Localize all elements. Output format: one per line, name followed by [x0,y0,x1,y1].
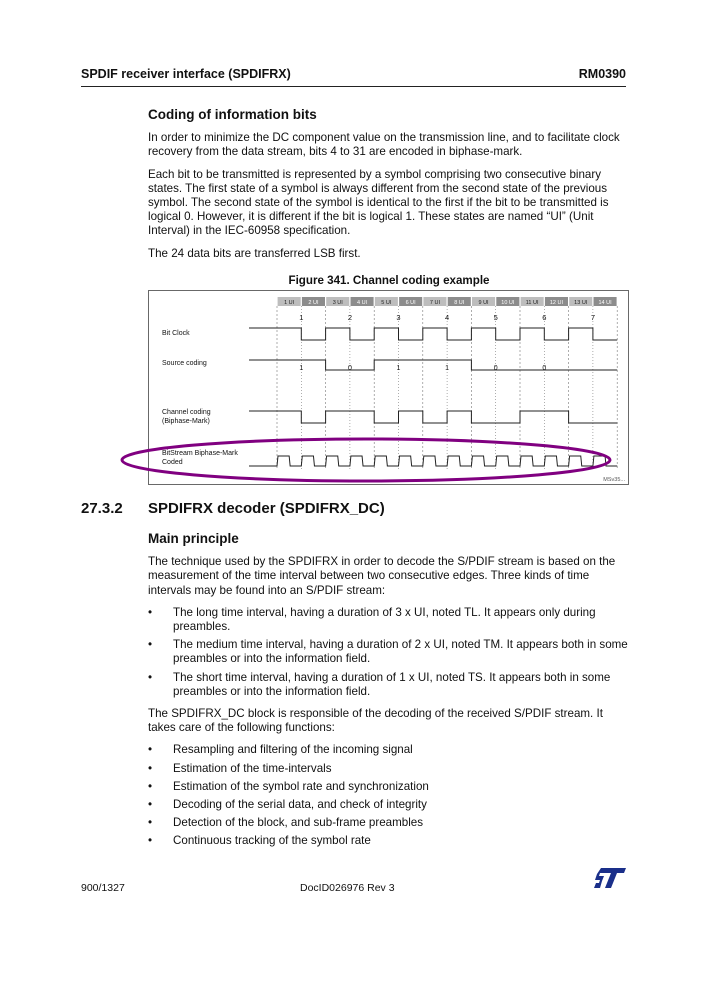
ui-label: 3 UI [332,300,343,306]
row-label-bitstream: BitStream Biphase-Mark [162,450,238,457]
main-principle-title: Main principle [148,531,239,546]
ui-label: 14 UI [598,300,612,306]
row-label-channel-coding-sub: (Biphase-Mark) [162,418,210,425]
list-item: • Estimation of the symbol rate and synchronization [148,780,630,794]
source-bit-value: 0 [542,365,547,372]
bit-number: 1 [299,313,304,322]
coding-section [148,108,630,269]
section-number: 27.3.2 [81,500,123,517]
bit-number: 6 [542,313,547,322]
list-item: • Detection of the block, and sub-frame preambles [148,816,630,830]
source-bit-value: 0 [493,365,498,372]
function-list [148,743,630,848]
bit-number: 4 [445,313,450,322]
ui-label: 4 UI [357,300,368,306]
coding-paragraph-2: Each bit to be transmitted is represented by a symbol comprising two consecutive binary states. The first state of a symbol is always different from the second state of the previous symbol. The second state of the symbol is identical to the first if the bit to be transmitted is logical 0. However, it is different if the bit is logical 1. These states are named “UI” (Unit Interval) in the IEC-60958 specification. [148,167,609,238]
source-bit-value: 0 [347,365,352,372]
main-principle-section [148,532,630,857]
section-title: SPDIFRX decoder (SPDIFRX_DC) [148,500,385,517]
coding-paragraph-1: In order to minimize the DC component value on the transmission line, and to facilitate clock recovery from the data stream, bits 4 to 31 are encoded in biphase-mark. [148,131,620,159]
channel-coding-figure [148,290,629,485]
list-item: • The medium time interval, having a duration of 2 x UI, noted TM. It appears both in some preambles or into the information field. [148,638,630,666]
ui-label: 11 UI [525,300,539,306]
list-item: • Decoding of the serial data, and check of integrity [148,798,630,812]
channel-coding-diagram [148,290,629,485]
coding-paragraph-3: The 24 data bits are transferred LSB first. [148,246,361,260]
ui-label: 7 UI [429,300,440,306]
source-coding-waveform [249,360,617,370]
figure-corner-id: MSv35... [603,477,625,483]
ui-label: 12 UI [549,300,564,306]
list-item: • The short time interval, having a duration of 1 x UI, noted TS. It appears both in some preambles or into the information field. [148,671,630,699]
row-label-channel-coding: Channel coding [162,409,211,416]
row-label-bitstream-sub: Coded [162,459,183,466]
bit-number: 5 [493,313,498,322]
source-bit-value: 1 [445,365,450,372]
list-item: • The long time interval, having a duration of 3 x UI, noted TL. It appears only during preambles. [148,606,630,634]
st-logo-icon [593,866,627,890]
bit-clock-waveform [249,328,617,340]
ui-label: 5 UI [381,300,392,306]
footer-page-number: 900/1327 [81,882,125,894]
main-paragraph-1: The technique used by the SPDIFRX in order to decode the S/PDIF stream is based on the measurement of the time interval between two consecutive edges. Three kinds of time intervals may be found into an S/PDIF stream: [148,555,616,597]
footer-doc-id: DocID026976 Rev 3 [300,882,395,894]
list-item: • Estimation of the time-intervals [148,762,630,776]
channel-coding-waveform [249,411,617,423]
main-paragraph-2: The SPDIFRX_DC block is responsible of the decoding of the received S/PDIF stream. It takes care of the following functions: [148,707,603,735]
list-item: • Continuous tracking of the symbol rate [148,834,630,848]
time-interval-list [148,606,630,699]
row-label-source-coding: Source coding [162,360,207,367]
coding-title: Coding of information bits [148,107,317,122]
bit-number: 7 [590,313,595,322]
source-bit-value: 1 [299,365,304,372]
header-rule [81,86,626,87]
list-item: • Resampling and filtering of the incoming signal [148,743,630,757]
figure-title: Figure 341. Channel coding example [288,274,490,287]
ui-label: 2 UI [308,300,319,306]
bit-number: 3 [396,313,401,322]
ui-label: 13 UI [574,300,588,306]
source-bit-value: 1 [396,365,401,372]
ui-label: 6 UI [405,300,416,306]
highlight-ellipse [122,439,610,481]
row-label-bit-clock: Bit Clock [162,330,190,337]
header-title: SPDIF receiver interface (SPDIFRX) [81,67,291,81]
ui-label: 8 UI [454,300,465,306]
ui-label: 10 UI [501,300,515,306]
ui-label: 9 UI [478,300,489,306]
bit-number: 2 [347,313,352,322]
ui-label: 1 UI [284,300,295,306]
header-docref: RM0390 [578,67,626,81]
bitstream-waveform [249,456,617,466]
